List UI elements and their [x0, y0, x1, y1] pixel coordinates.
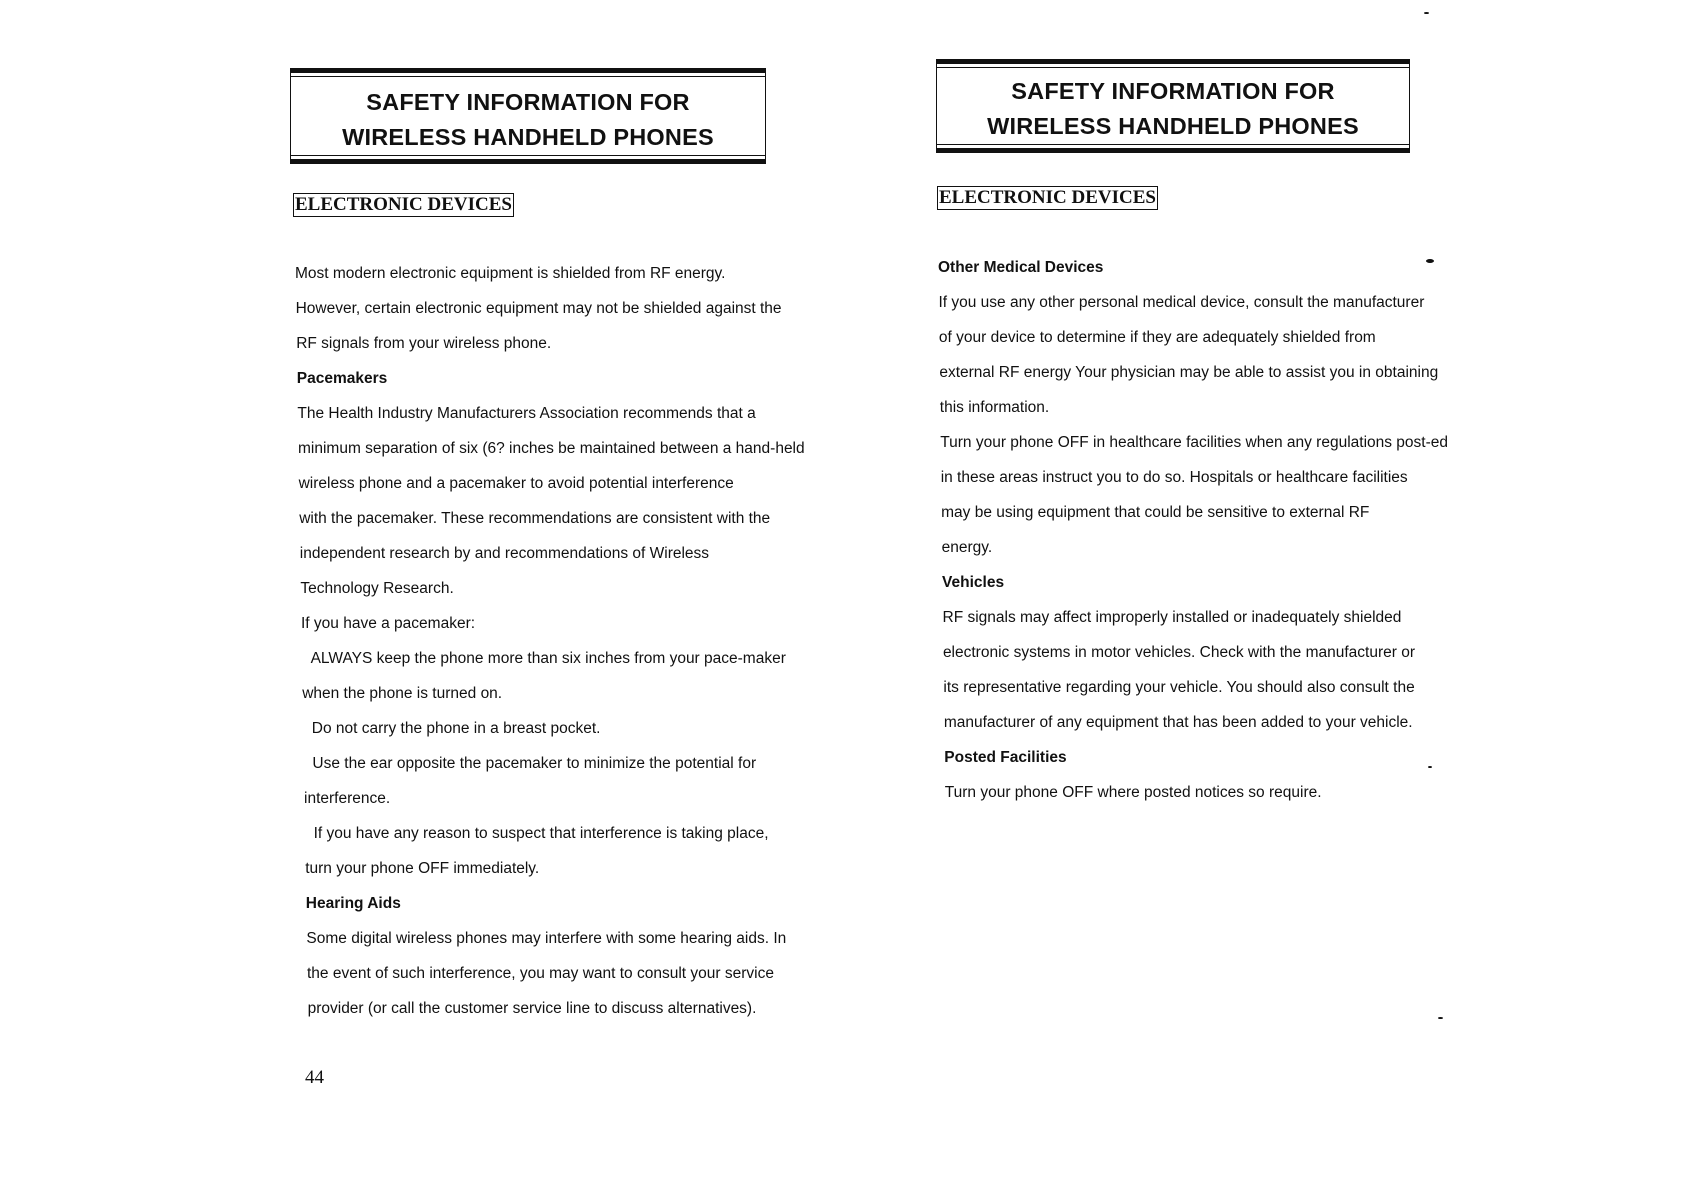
right-body-text — [932, 0, 1472, 1190]
page-number: 44 — [305, 1067, 324, 1088]
body-line: in these areas instruct you to do so. Hospitals or healthcare facilities — [940, 469, 1408, 486]
section-heading: Vehicles — [942, 574, 1005, 591]
body-line: RF signals may affect improperly installed or inadequately shielded — [942, 609, 1402, 626]
body-line: energy. — [941, 539, 993, 556]
scan-speck — [1438, 1017, 1443, 1019]
left-section-tag: ELECTRONIC DEVICES — [295, 194, 512, 215]
body-line: However, certain electronic equipment may not be shielded against the — [295, 300, 782, 317]
section-heading: Hearing Aids — [305, 895, 401, 912]
scan-speck — [1428, 766, 1432, 768]
section-heading: Pacemakers — [296, 370, 388, 387]
left-title-line-1: SAFETY INFORMATION FOR — [366, 89, 690, 115]
body-line: If you have any reason to suspect that interference is taking place, — [313, 825, 769, 842]
body-line: Most modern electronic equipment is shielded from RF energy. — [295, 265, 726, 282]
body-line: its representative regarding your vehicle. You should also consult the — [943, 679, 1415, 696]
body-line: may be using equipment that could be sensitive to external RF — [941, 504, 1370, 521]
left-title-line-2: WIRELESS HANDHELD PHONES — [342, 124, 714, 150]
body-line: If you have a pacemaker: — [301, 615, 476, 632]
body-line: RF signals from your wireless phone. — [296, 335, 552, 352]
body-line: If you use any other personal medical device, consult the manufacturer — [938, 294, 1425, 311]
body-line: provider (or call the customer service line to discuss alternatives). — [307, 1000, 757, 1017]
left-body-text — [290, 0, 810, 1190]
body-line: external RF energy Your physician may be able to assist you in obtaining — [939, 364, 1439, 381]
body-line: this information. — [939, 399, 1050, 416]
body-line: Use the ear opposite the pacemaker to minimize the potential for — [312, 755, 757, 772]
body-line: of your device to determine if they are adequately shielded from — [938, 329, 1376, 346]
body-line: Some digital wireless phones may interfere with some hearing aids. In — [306, 930, 787, 947]
body-line: The Health Industry Manufacturers Association recommends that a — [297, 405, 756, 422]
body-line: electronic systems in motor vehicles. Check with the manufacturer or — [942, 644, 1416, 661]
section-heading: Posted Facilities — [944, 749, 1067, 766]
body-line: ALWAYS keep the phone more than six inches from your pace-maker — [310, 650, 786, 667]
scan-speck — [1426, 259, 1434, 263]
body-line: with the pacemaker. These recommendations are consistent with the — [299, 510, 771, 527]
body-line: the event of such interference, you may want to consult your service — [307, 965, 774, 982]
right-title-line-1: SAFETY INFORMATION FOR — [1011, 78, 1335, 104]
body-line: manufacturer of any equipment that has been added to your vehicle. — [943, 714, 1413, 731]
body-line: Turn your phone OFF where posted notices so require. — [944, 784, 1322, 801]
right-section-tag: ELECTRONIC DEVICES — [939, 187, 1156, 208]
body-line: independent research by and recommendations of Wireless — [299, 545, 710, 562]
body-line: turn your phone OFF immediately. — [305, 860, 540, 877]
body-line: Technology Research. — [300, 580, 454, 597]
body-line: interference. — [304, 790, 391, 807]
body-line: wireless phone and a pacemaker to avoid potential interference — [298, 475, 734, 492]
right-title-line-2: WIRELESS HANDHELD PHONES — [987, 113, 1359, 139]
body-line: when the phone is turned on. — [302, 685, 503, 702]
scan-speck — [1424, 12, 1429, 14]
section-heading: Other Medical Devices — [938, 259, 1104, 276]
body-line: Do not carry the phone in a breast pocket. — [311, 720, 601, 737]
body-line: Turn your phone OFF in healthcare facilities when any regulations post-ed — [940, 434, 1449, 451]
body-line: minimum separation of six (6? inches be maintained between a hand-held — [298, 440, 805, 457]
